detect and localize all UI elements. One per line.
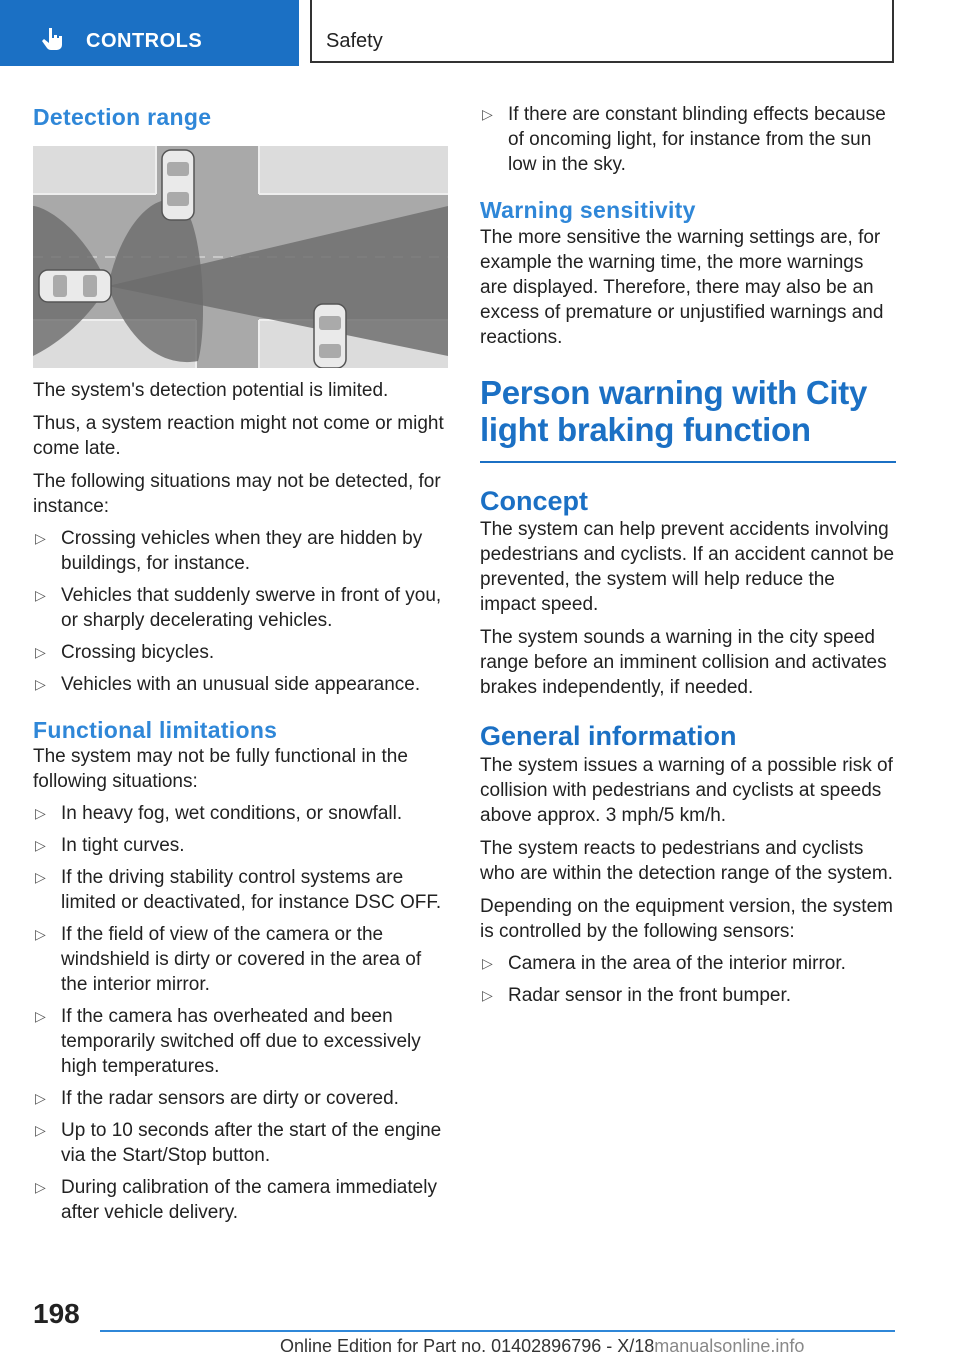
limitations-paragraph: The system may not be fully functional in the following situations:	[33, 746, 408, 793]
triangle-bullet-icon: ▷	[482, 954, 493, 971]
list-item: ▷ Radar sensor in the front bumper.	[482, 984, 792, 1006]
list-item: ▷ Camera in the area of the interior mirror.	[482, 952, 846, 974]
general-paragraph-2: The system reacts to pedestrians and cyclists who are within the detection range of the system.	[480, 837, 893, 884]
hand-pointer-icon	[40, 26, 66, 52]
sensitivity-paragraph: The more sensitive the warning settings are, for example the warning time, the more warnings are displayed. Therefore, there may also be an excess of premature or unjustified warnings and reactions.	[480, 226, 884, 348]
general-paragraph-3: Depending on the equipment version, the system is controlled by the following sensors:	[480, 895, 893, 942]
general-information-heading: General information	[480, 721, 737, 752]
tab-safety[interactable]	[310, 0, 894, 63]
list-item: ▷ Vehicles with an unusual side appearance.	[35, 673, 421, 695]
list-item: ▷ Up to 10 seconds after the start of the engine via the Start/Stop button.	[35, 1120, 442, 1167]
triangle-bullet-icon: ▷	[35, 1122, 46, 1139]
triangle-bullet-icon: ▷	[482, 986, 493, 1003]
list-item: ▷ In heavy fog, wet conditions, or snowfall.	[35, 803, 403, 825]
list-item: ▷ Crossing bicycles.	[35, 641, 215, 663]
left-column	[33, 100, 448, 1225]
list-item: ▷ If there are constant blinding effects because of oncoming light, for instance from the sun low in the sky.	[482, 104, 886, 175]
detection-range-illustration	[33, 146, 448, 368]
triangle-bullet-icon: ▷	[35, 675, 46, 692]
triangle-bullet-icon: ▷	[35, 837, 46, 854]
detection-paragraph-2: Thus, a system reaction might not come or might come late.	[33, 412, 444, 459]
triangle-bullet-icon: ▷	[35, 643, 46, 660]
triangle-bullet-icon: ▷	[482, 106, 493, 122]
page-header	[0, 0, 960, 66]
own-vehicle	[39, 270, 111, 302]
watermark-text: manualsonline.info	[654, 1336, 805, 1356]
car-crossing-bottom	[314, 304, 346, 368]
list-item: ▷ Vehicles that suddenly swerve in front of you, or sharply decelerating vehicles.	[35, 584, 442, 631]
car-crossing-top	[162, 150, 194, 220]
list-item: ▷ If the driving stability control systems are limited or deactivated, for instance DSC OFF.	[35, 867, 442, 914]
triangle-bullet-icon: ▷	[35, 1008, 46, 1025]
person-warning-heading: Person warning with City light braking function	[480, 373, 868, 449]
list-item: ▷ If the camera has overheated and been temporarily switched off due to excessively high temperatures.	[35, 1006, 421, 1078]
sensor-list	[480, 951, 896, 1008]
list-item: ▷ In tight curves.	[35, 835, 185, 857]
list-item: ▷ If the field of view of the camera or the windshield is dirty or covered in the area of the interior mirror.	[35, 924, 422, 996]
right-column	[480, 100, 896, 1008]
tab-controls[interactable]	[0, 0, 299, 66]
footer-divider	[100, 1330, 895, 1332]
concept-paragraph-2: The system sounds a warning in the city speed range before an imminent collision and activates brakes independently, if needed.	[480, 627, 887, 699]
list-item: ▷ If the radar sensors are dirty or covered.	[35, 1088, 399, 1110]
edition-text: Online Edition for Part no. 01402896796 - X/18	[280, 1336, 655, 1356]
list-item: ▷ During calibration of the camera immediately after vehicle delivery.	[35, 1177, 437, 1224]
detection-paragraph-3: The following situations may not be detected, for instance:	[33, 470, 441, 517]
detection-range-heading: Detection range	[33, 104, 212, 130]
general-paragraph-1: The system issues a warning of a possible risk of collision with pedestrians and cyclists at speeds above approx. 3 mph/5 km/h.	[480, 754, 893, 826]
limitations-list	[33, 801, 448, 1225]
triangle-bullet-icon: ▷	[35, 869, 46, 886]
tab-controls-label: CONTROLS	[86, 30, 203, 52]
detection-list	[33, 526, 448, 697]
concept-heading: Concept	[480, 485, 588, 516]
triangle-bullet-icon: ▷	[35, 1090, 46, 1107]
limitations-list-continued	[480, 102, 896, 177]
triangle-bullet-icon: ▷	[35, 1179, 46, 1196]
detection-paragraph-1: The system's detection potential is limited.	[33, 379, 389, 401]
page-number: 198	[33, 1298, 80, 1329]
triangle-bullet-icon: ▷	[35, 586, 46, 603]
triangle-bullet-icon: ▷	[35, 529, 46, 546]
concept-paragraph-1: The system can help prevent accidents involving pedestrians and cyclists. If an accident cannot be prevented, the system will help reduce the impact speed.	[480, 519, 895, 616]
footer-edition	[280, 1336, 804, 1357]
tab-safety-label: Safety	[326, 30, 383, 52]
list-item: ▷ Crossing vehicles when they are hidden by buildings, for instance.	[35, 527, 423, 574]
triangle-bullet-icon: ▷	[35, 805, 46, 822]
functional-limitations-heading: Functional limitations	[33, 716, 278, 743]
warning-sensitivity-heading: Warning sensitivity	[480, 197, 696, 223]
triangle-bullet-icon: ▷	[35, 926, 46, 943]
